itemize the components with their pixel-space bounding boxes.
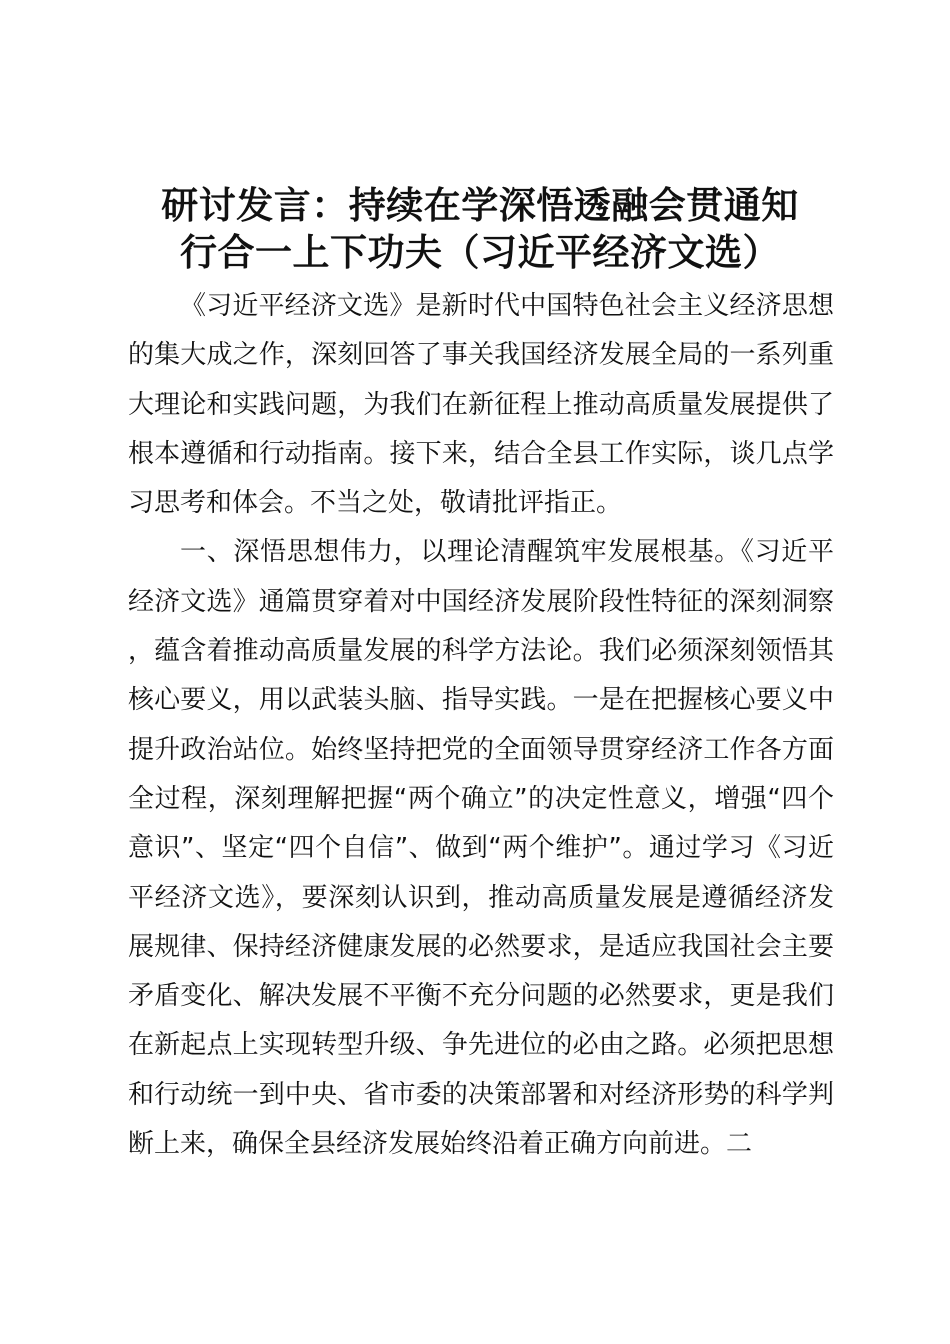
title-line-2: 行合一上下功夫（习近平经济文选） [180, 230, 780, 274]
intro-paragraph: 《习近平经济文选》是新时代中国特色社会主义经济思想的集大成之作，深刻回答了事关我国经济发展全局的一系列重大理论和实践问题，为我们在新征程上推动高质量发展提供了根本遵循和行动指南。接下来，结合全县工作实际，谈几点学习思考和体会。不当之处，敬请批评指正。 [128, 291, 834, 519]
document-body [128, 282, 834, 1169]
section-one-paragraph: 一、深悟思想伟力，以理论清醒筑牢发展根基。《习近平经济文选》通篇贯穿着对中国经济发展阶段性特征的深刻洞察，蕴含着推动高质量发展的科学方法论。我们必须深刻领悟其核心要义，用以武装头脑、指导实践。一是在把握核心要义中提升政治站位。始终坚持把党的全面领导贯穿经济工作各方面全过程，深刻理解把握“两个确立”的决定性意义，增强“四个意识”、坚定“四个自信”、做到“两个维护”。通过学习《习近平经济文选》，要深刻认识到，推动高质量发展是遵循经济发展规律、保持经济健康发展的必然要求，是适应我国社会主要矛盾变化、解决发展不平衡不充分问题的必然要求，更是我们在新起点上实现转型升级、争先进位的必由之路。必须把思想和行动统一到中央、省市委的决策部署和对经济形势的科学判断上来，确保全县经济发展始终沿着正确方向前进。二 [128, 537, 834, 1160]
document-title [110, 182, 850, 276]
title-line-1: 研讨发言：持续在学深悟透融会贯通知 [161, 183, 799, 227]
